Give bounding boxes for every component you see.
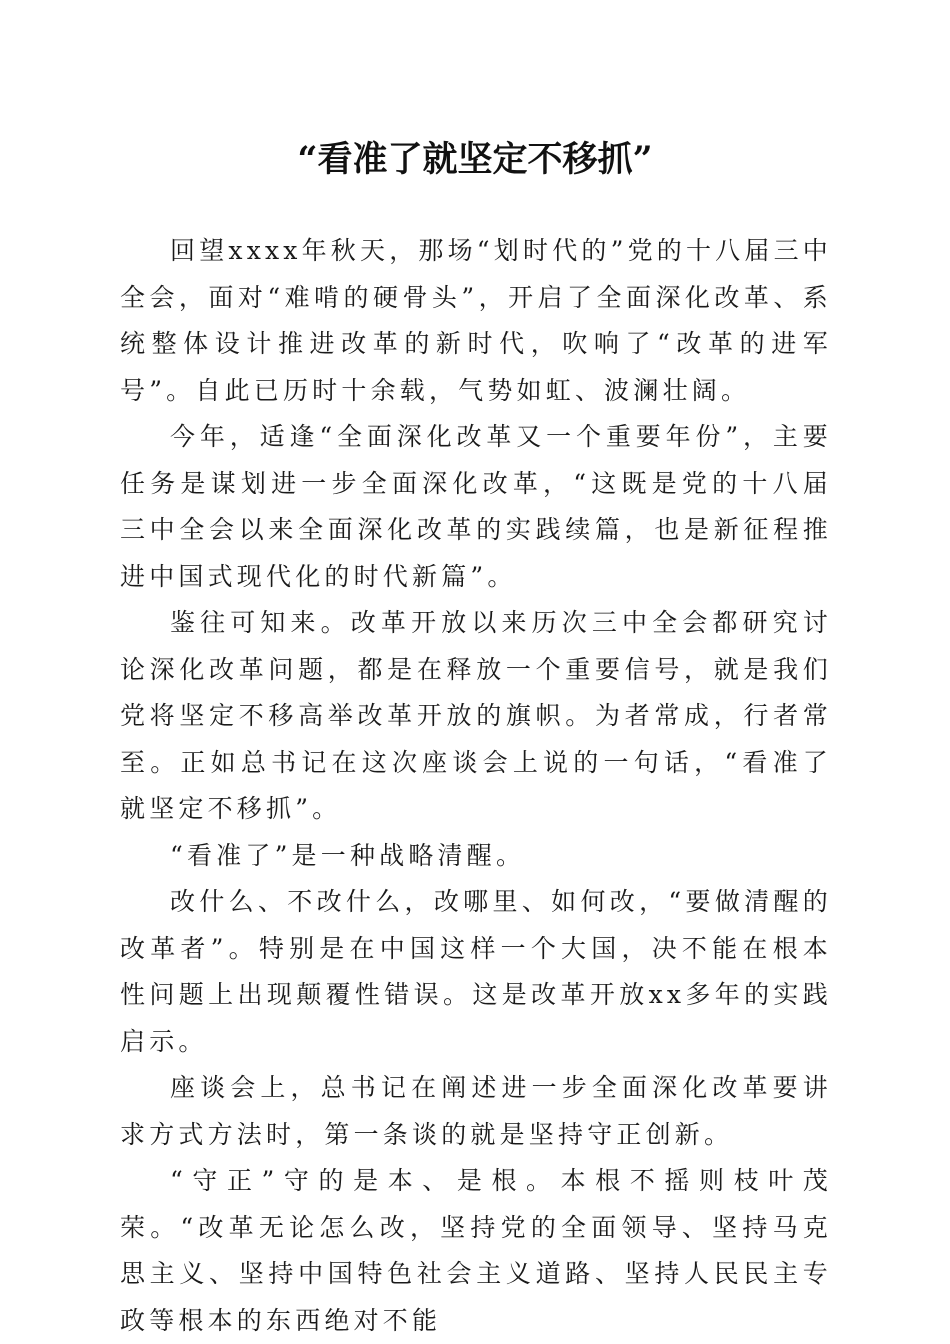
paragraph: 今年，适逢“全面深化改革又一个重要年份”，主要任务是谋划进一步全面深化改革，“这既是党的十八届三中全会以来全面深化改革的实践续篇，也是新征程推进中国式现代化的时代新篇”。 bbox=[120, 422, 832, 591]
document-title: “看准了就坚定不移抓” bbox=[297, 139, 653, 180]
paragraph: 鉴往可知来。改革开放以来历次三中全会都研究讨论深化改革问题，都是在释放一个重要信号，就是我们党将坚定不移高举改革开放的旗帜。为者常成，行者常至。正如总书记在这次座谈会上说的一句话，“看准了就坚定不移抓”。 bbox=[120, 608, 832, 823]
paragraph: 回望xxxx年秋天，那场“划时代的”党的十八届三中全会，面对“难啃的硬骨头”，开启了全面深化改革、系统整体设计推进改革的新时代，吹响了“改革的进军号”。自此已历时十余载，气势如虹、波澜壮阔。 bbox=[120, 236, 832, 405]
paragraph: 改什么、不改什么，改哪里、如何改，“要做清醒的改革者”。特别是在中国这样一个大国，决不能在根本性问题上出现颠覆性错误。这是改革开放xx多年的实践启示。 bbox=[120, 887, 832, 1056]
paragraph: “守正”守的是本、是根。本根不摇则枝叶茂荣。“改革无论怎么改，坚持党的全面领导、坚持马克思主义、坚持中国特色社会主义道路、坚持人民民主专政等根本的东西绝对不能 bbox=[120, 1166, 832, 1335]
paragraph: 座谈会上，总书记在阐述进一步全面深化改革要讲求方式方法时，第一条谈的就是坚持守正创新。 bbox=[120, 1073, 832, 1149]
document-body bbox=[120, 228, 832, 1344]
paragraph: “看准了”是一种战略清醒。 bbox=[170, 840, 526, 870]
